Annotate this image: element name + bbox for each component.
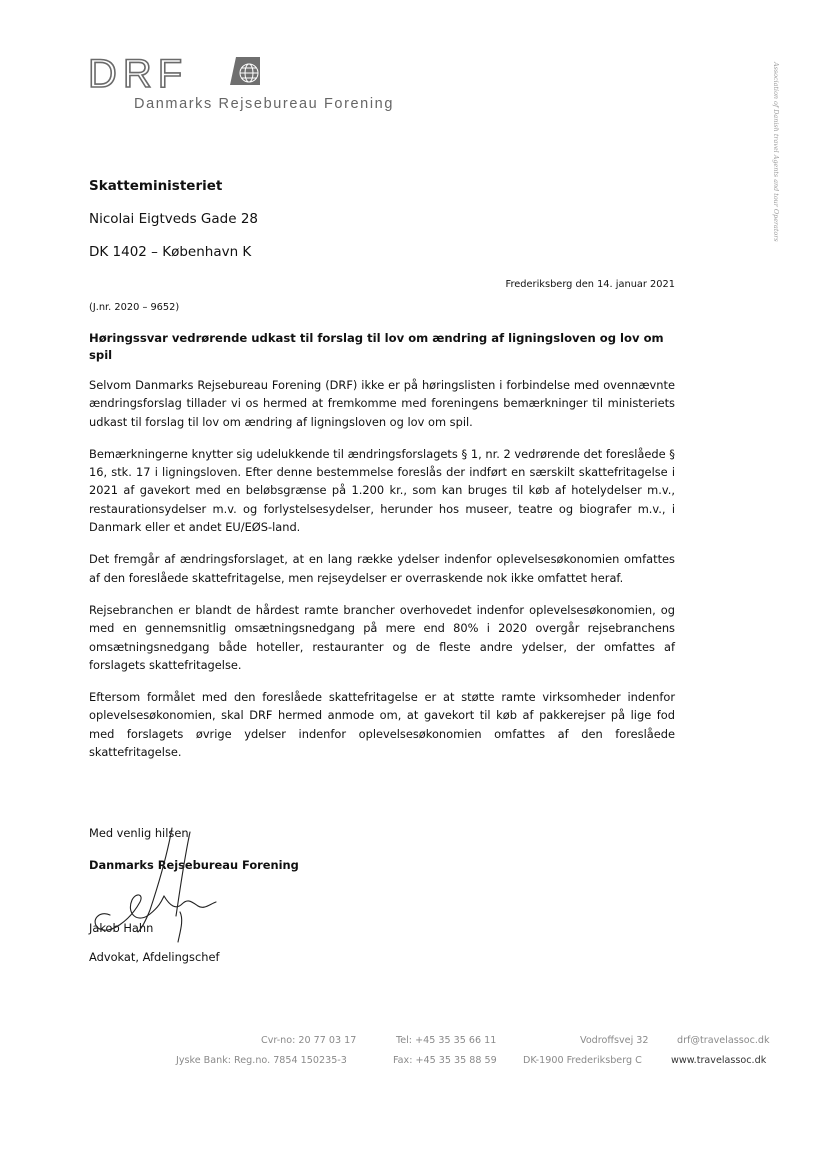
recipient-name: Skatteministeriet [89,178,223,194]
footer-bank: Jyske Bank: Reg.no. 7854 150235-3 [176,1055,347,1066]
footer-city: DK-1900 Frederiksberg C [523,1055,642,1066]
signer-title: Advokat, Afdelingschef [89,950,220,964]
footer-tel: Tel: +45 35 35 66 11 [396,1035,497,1046]
logo-letters: DRF [88,52,189,96]
footer-street: Vodroffsvej 32 [580,1035,649,1046]
recipient-city: DK 1402 – København K [89,244,252,260]
footer-cvr: Cvr-no: 20 77 03 17 [261,1035,357,1046]
letter-body [89,376,675,775]
journal-number: (J.nr. 2020 – 9652) [89,302,180,313]
body-paragraph: Bemærkningerne knytter sig udelukkende til ændringsforslagets § 1, nr. 2 vedrørende det foreslåede § 16, stk. 17 i ligningsloven. Efter denne bestemmelse foreslås der indført en særskilt skattefritagelse i 2021 af gavekort med en beløbsgrænse på 1.200 kr., som kan bruges til køb af hotelydelser m.v., restaurationsydelser m.v. og forlystelsesydelser, herunder hos museer, teatre og biografer m.v., i Danmark eller et andet EU/EØS-land. [89,446,675,535]
date-line: Frederiksberg den 14. januar 2021 [505,279,675,290]
recipient-street: Nicolai Eigtveds Gade 28 [89,211,259,227]
letter-subject: Høringssvar vedrørende udkast til forslag til lov om ændring af ligningsloven og lov om spil [89,331,664,362]
footer-email[interactable]: drf@travelassoc.dk [677,1035,770,1046]
logo-subtitle: Danmarks Rejsebureau Forening [134,96,394,112]
footer-website[interactable]: www.travelassoc.dk [671,1055,767,1066]
closing-greeting: Med venlig hilsen [89,826,189,840]
body-paragraph: Selvom Danmarks Rejsebureau Forening (DRF) ikke er på høringslisten i forbindelse med ovennævnte ændringsforslag tillader vi os hermed at fremkomme med foreningens bemærkninger til ministeriets udkast til forslag til lov om ændring af ligningsloven og lov om spil. [89,378,675,429]
side-tagline: Association of Danish travel Agents and tour Operators [772,62,780,242]
body-paragraph: Det fremgår af ændringsforslaget, at en lang række ydelser indenfor oplevelsesøkonomien omfattes af den foreslåede skattefritagelse, men rejseydelser er overraskende nok ikke omfattet heraf. [89,552,675,585]
globe-icon [230,57,260,85]
closing-organization: Danmarks Rejsebureau Forening [89,858,299,872]
body-paragraph: Rejsebranchen er blandt de hårdest ramte brancher overhovedet indenfor oplevelsesøkonomien, og med en gennemsnitlig omsætningsnedgang på mere end 80% i 2020 overgår rejsebranchens omsætningsnedgang både hoteller, restauranter og de fleste andre ydelser, der omfattes af forslagets skattefritagelse. [89,602,675,672]
signer-name: Jakob Hahn [89,921,154,935]
drf-logo [88,54,438,124]
footer-fax: Fax: +45 35 35 88 59 [393,1055,497,1066]
body-paragraph: Eftersom formålet med den foreslåede skattefritagelse er at støtte ramte virksomheder indenfor oplevelsesøkonomien, skal DRF hermed anmode om, at gavekort til køb af pakkerejser på lige fod med forslagets øvrige ydelser indenfor oplevelsesøkonomien omfattes af den foreslåede skattefritagelse. [89,690,675,760]
handwritten-signature [80,820,230,950]
